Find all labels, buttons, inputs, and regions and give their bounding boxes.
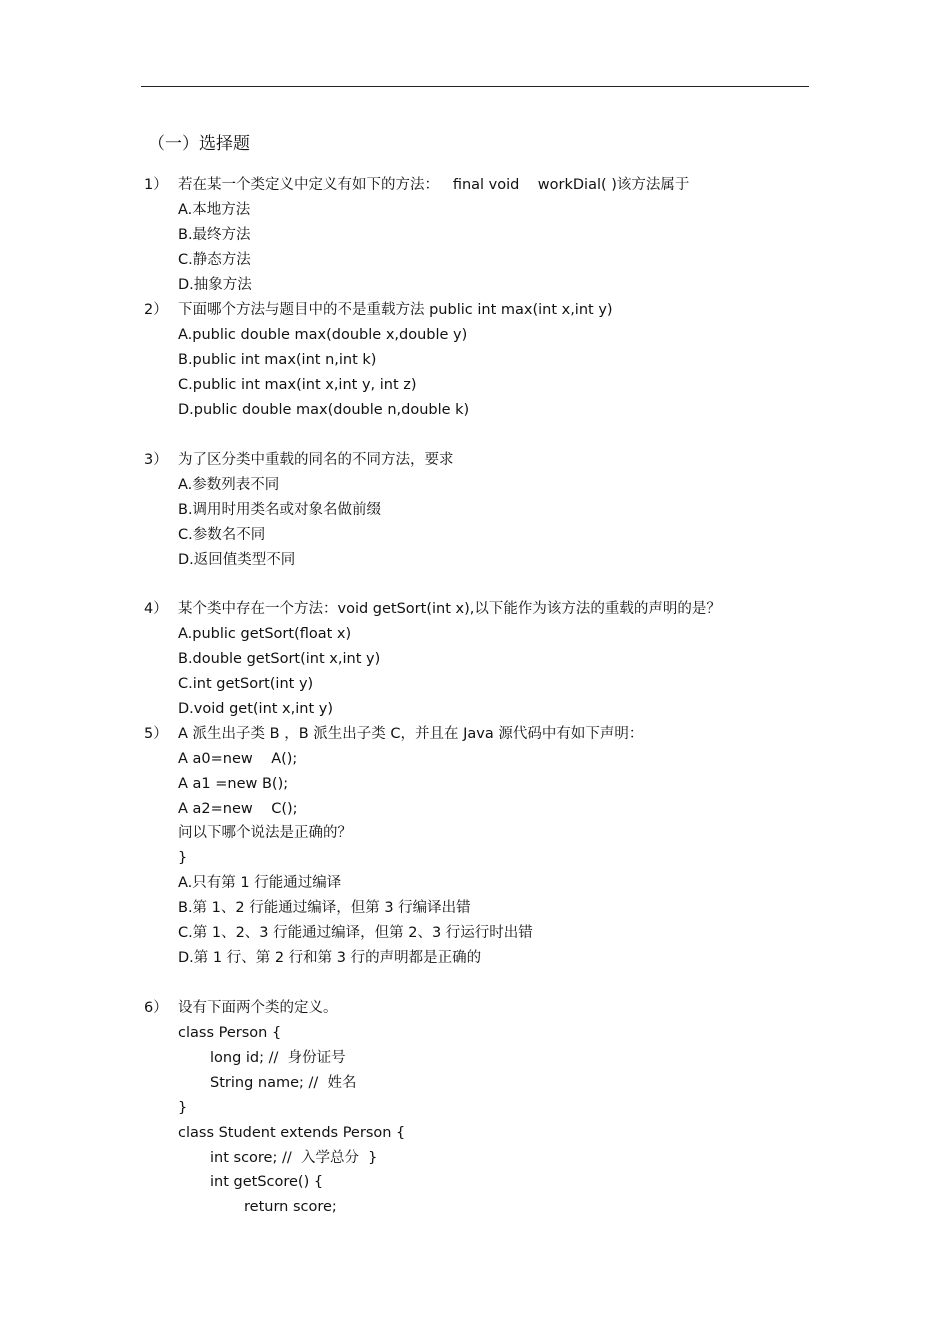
code-line: int getScore() {: [210, 1174, 324, 1190]
option-line: D.第 1 行、第 2 行和第 3 行的声明都是正确的: [178, 950, 482, 966]
question-stem: 下面哪个方法与题目中的不是重载方法 public int max(int x,int y): [178, 302, 613, 318]
question-number: 3）: [144, 452, 168, 468]
question-stem: 设有下面两个类的定义。: [178, 1000, 338, 1016]
option-line: B.最终方法: [178, 227, 251, 243]
code-line: int score; // 入学总分 }: [210, 1150, 378, 1166]
code-line: String name; // 姓名: [210, 1075, 357, 1091]
code-line: long id; // 身份证号: [210, 1050, 346, 1066]
option-line: A.public double max(double x,double y): [178, 327, 468, 343]
code-line: A a2=new C();: [178, 801, 298, 817]
option-line: D.void get(int x,int y): [178, 701, 333, 717]
option-line: D.public double max(double n,double k): [178, 402, 470, 418]
option-line: B.double getSort(int x,int y): [178, 651, 381, 667]
option-line: C.int getSort(int y): [178, 676, 314, 692]
question-stem: 为了区分类中重载的同名的不同方法，要求: [178, 452, 454, 468]
question-number: 5）: [144, 726, 168, 742]
code-line: }: [178, 1100, 188, 1116]
option-line: A.只有第 1 行能通过编译: [178, 875, 342, 891]
option-line: A.public getSort(float x): [178, 626, 352, 642]
question-number: 4）: [144, 601, 168, 617]
question-stem: A 派生出子类 B ，B 派生出子类 C，并且在 Java 源代码中有如下声明：: [178, 726, 644, 742]
code-line: }: [178, 850, 188, 866]
option-line: C.第 1、2、3 行能通过编译，但第 2、3 行运行时出错: [178, 925, 533, 941]
code-line: A a1 =new B();: [178, 776, 289, 792]
option-line: B.第 1、2 行能通过编译，但第 3 行编译出错: [178, 900, 471, 916]
question-number: 1）: [144, 177, 168, 193]
section-title: （一）选择题: [148, 134, 250, 154]
option-line: C.参数名不同: [178, 527, 266, 543]
code-line: class Student extends Person {: [178, 1125, 406, 1141]
option-line: C.public int max(int x,int y, int z): [178, 377, 417, 393]
option-line: B.public int max(int n,int k): [178, 352, 377, 368]
question-number: 2）: [144, 302, 168, 318]
option-line: A.参数列表不同: [178, 477, 280, 493]
option-line: C.静态方法: [178, 252, 251, 268]
code-line: A a0=new A();: [178, 751, 298, 767]
question-stem: 某个类中存在一个方法：void getSort(int x),以下能作为该方法的重载的声明的是？: [178, 601, 721, 617]
option-line: B.调用时用类名或对象名做前缀: [178, 502, 382, 518]
code-line: class Person {: [178, 1025, 282, 1041]
code-line: return score;: [244, 1199, 337, 1215]
question-stem: 若在某一个类定义中定义有如下的方法： final void workDial( )该方法属于: [178, 177, 690, 193]
question-prompt: 问以下哪个说法是正确的？: [178, 825, 352, 841]
option-line: A.本地方法: [178, 202, 251, 218]
question-number: 6）: [144, 1000, 168, 1016]
header-rule: [141, 86, 809, 87]
option-line: D.抽象方法: [178, 277, 252, 293]
option-line: D.返回值类型不同: [178, 552, 296, 568]
